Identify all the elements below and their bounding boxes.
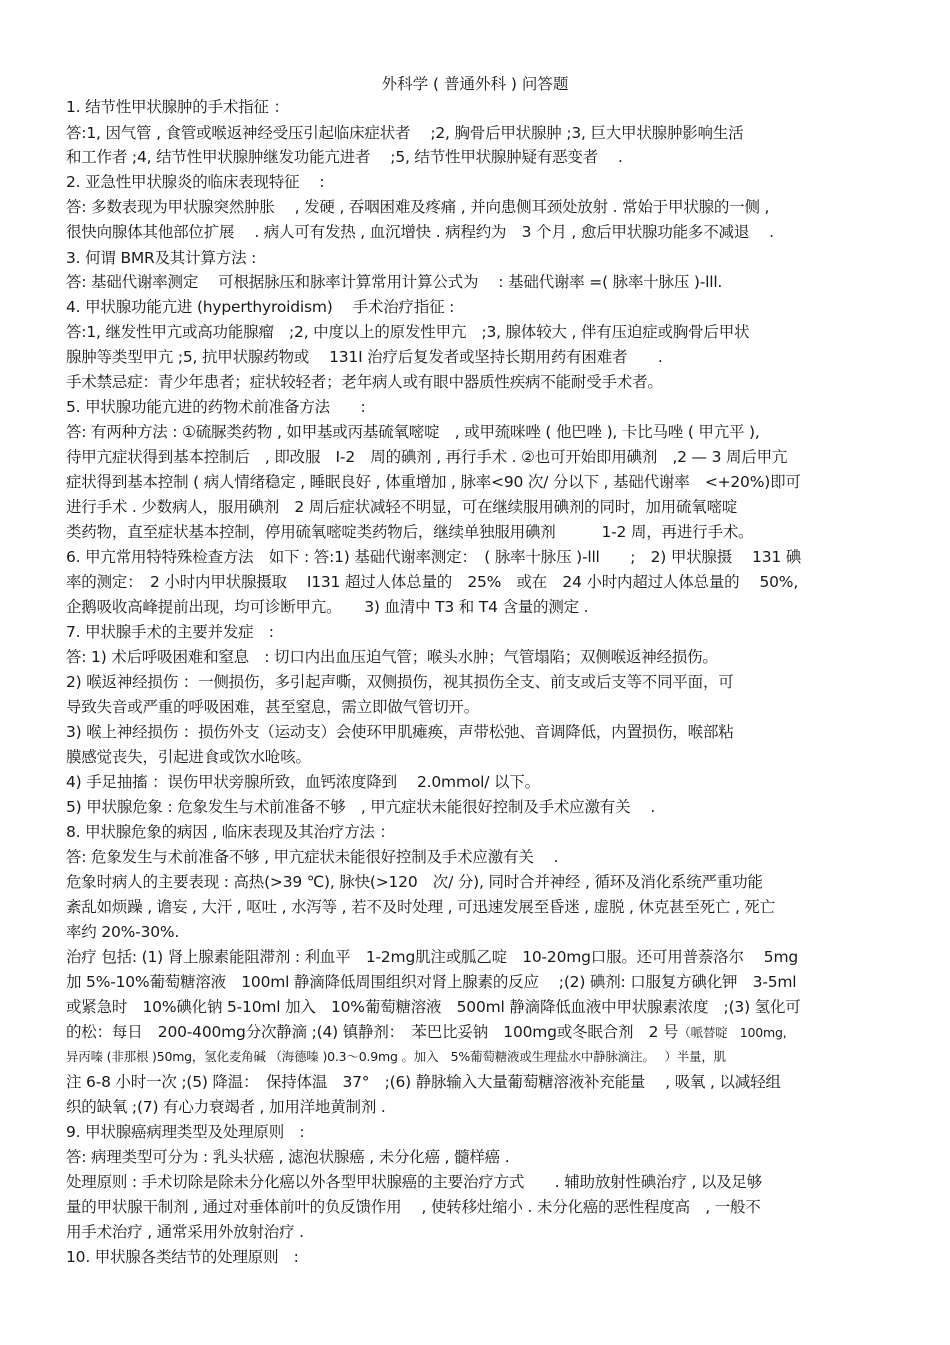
text-line: 手术禁忌症：青少年患者；症状较轻者；老年病人或有眼中器质性疾病不能耐受手术者。 [66,373,663,391]
text-line: 答: 1) 术后呼吸困难和窒息 : 切口内出血压迫气管；喉头水肿；气管塌陷；双侧喉返神经损伤。 [66,648,718,666]
text-line: 量的甲状腺干制剂 , 通过对垂体前叶的负反馈作用 , 使转移灶缩小 . 未分化癌的恶性程度高 , 一般不 [66,1198,761,1216]
text-line: 3. 何谓 BMR及其计算方法 : [66,249,257,267]
text-line: 和工作者 ;4, 结节性甲状腺肿继发功能亢进者 ;5, 结节性甲状腺肿疑有恶变者 . [66,148,623,166]
text-line: 腺肿等类型甲亢 ;5, 抗甲状腺药物或 131I 治疗后复发者或坚持长期用药有困难者 . [66,348,663,366]
text-line: 答: 多数表现为甲状腺突然肿胀 , 发硬 , 吞咽困难及疼痛 , 并向患侧耳颈处放射 . 常始于甲状腺的一侧 , [66,198,770,216]
text-line: 织的缺氧 ;(7) 有心力衰竭者 , 加用洋地黄制剂 . [66,1098,386,1116]
text-line: 率的测定： 2 小时内甲状腺摄取 I131 超过人体总量的 25% 或在 24 小时内超过人体总量的 50%, [66,573,799,591]
text-line: 加 5%-10%葡萄糖溶液 100ml 静滴降低周围组织对肾上腺素的反应 ;(2) 碘剂: 口服复方碘化钾 3-5ml [66,973,797,991]
text-line: 9. 甲状腺癌病理类型及处理原则 : [66,1123,305,1141]
text-line: 进行手术 . 少数病人，服用碘剂 2 周后症状减轻不明显，可在继续服用碘剂的同时，加用硫氧嘧啶 [66,498,738,516]
text-line: 3) 喉上神经损伤 ：损伤外支（运动支）会使环甲肌瘫痪，声带松弛、音调降低，内置损伤，喉部粘 [66,723,734,741]
text-line: 答: 危象发生与术前准备不够 , 甲亢症状未能很好控制及手术应激有关 . [66,848,559,866]
text-line: 率约 20%-30%. [66,923,180,941]
text-line: 6. 甲亢常用特特殊检查方法 如下 : 答:1) 基础代谢率测定： ( 脉率十脉压 )-lll ; 2) 甲状腺摄 131 碘 [66,548,802,566]
text-line: 4. 甲状腺功能亢进 (hyperthyroidism) 手术治疗指征 : [66,298,455,316]
text-line: 症状得到基本控制 ( 病人情绪稳定 , 睡眠良好 , 体重增加 , 脉率<90 次/ 分以下 , 基础代谢率 <+20%)即可 [66,473,801,491]
text-line: 待甲亢症状得到基本控制后 , 即改服 I-2 周的碘剂 , 再行手术 . ②也可开始即用碘剂 ,2 — 3 周后甲亢 [66,448,788,466]
text-line: 紊乱如烦躁 , 谵妄 , 大汗 , 呕吐 , 水泻等 , 若不及时处理 , 可迅速发展至昏迷 , 虚脱 , 休克甚至死亡 , 死亡 [66,898,776,916]
text-line: 用手术治疗 , 通常采用外放射治疗 . [66,1223,304,1241]
text-line: 答: 有两种方法 : ①硫脲类药物 , 如甲基或丙基硫氧嘧啶 , 或甲巯咪唑 ( 他巴唑 ), 卡比马唑 ( 甲亢平 ), [66,423,760,441]
text-line: 2. 亚急性甲状腺炎的临床表现特征 : [66,173,325,191]
text-line: 10. 甲状腺各类结节的处理原则 : [66,1248,299,1266]
text-line: 异丙嗪 (非那根 )50mg，氢化麦角碱 （海德嗪 )0.3～0.9mg 。加入 5%葡萄糖液或生理盐水中静脉滴注。 ）半量，肌 [66,1049,726,1064]
page-title: 外科学 ( 普通外科 ) 问答题 [381,75,569,93]
text-line: 2) 喉返神经损伤 ：一侧损伤，多引起声嘶，双侧损伤，视其损伤全支、前支或后支等不同平面，可 [66,673,734,691]
text-line: 注 6-8 小时一次 ;(5) 降温： 保持体温 37° ;(6) 静脉输入大量葡萄糖溶液补充能量 , 吸氧 , 以减轻组 [66,1073,781,1091]
text-line: 类药物，直至症状基本控制，停用硫氧嘧啶类药物后，继续单独服用碘剂 1-2 周，再进行手术。 [66,523,754,541]
text-line: 1. 结节性甲状腺肿的手术指征 ： [66,98,289,116]
text-line: 答:1, 继发性甲亢或高功能腺瘤 ;2, 中度以上的原发性甲亢 ;3, 腺体较大 , 伴有压迫症或胸骨后甲状 [66,323,750,341]
text-line: 膜感觉丧失，引起进食或饮水呛咳。 [66,748,311,766]
text-line: 很快向腺体其他部位扩展 . 病人可有发热 , 血沉增快 . 病程约为 3 个月 , 愈后甲状腺功能多不减退 . [66,223,774,241]
text-segment: 的松：每日 200-400mg分次静滴 ;(4) 镇静剂： 苯巴比妥钠 100mg或冬眠合剂 2 号 [66,1023,679,1041]
text-line: 8. 甲状腺危象的病因 , 临床表现及其治疗方法 ： [66,823,395,841]
text-line: 答:1, 因气管 , 食管或喉返神经受压引起临床症状者 ;2, 胸骨后甲状腺肿 ;3, 巨大甲状腺肿影响生活 [66,124,744,142]
text-line: 5) 甲状腺危象 : 危象发生与术前准备不够 , 甲亢症状未能很好控制及手术应激有关 . [66,798,656,816]
text-line: 导致失音或严重的呼吸困难，甚至窒息，需立即做气管切开。 [66,698,480,716]
text-segment-small: （哌替啶 100mg, [678,1025,787,1040]
text-line: 5. 甲状腺功能亢进的药物术前准备方法 : [66,398,366,416]
text-line: 企鹅吸收高峰提前出现，均可诊断甲亢。 3) 血清中 T3 和 T4 含量的测定 . [66,598,589,616]
text-line [66,1022,787,1043]
text-line: 治疗 包括: (1) 肾上腺素能阻滞剂 : 利血平 1-2mg肌注或胍乙啶 10-20mg口服。还可用普萘洛尔 5mg [66,948,798,966]
text-line: 7. 甲状腺手术的主要并发症 : [66,623,274,641]
text-line: 答: 病理类型可分为 : 乳头状癌 , 滤泡状腺癌 , 未分化癌 , 髓样癌 . [66,1148,510,1166]
text-line: 危象时病人的主要表现 : 高热(>39 ℃), 脉快(>120 次/ 分), 同时合并神经 , 循环及消化系统严重功能 [66,873,763,891]
text-line: 处理原则 : 手术切除是除未分化癌以外各型甲状腺癌的主要治疗方式 . 辅助放射性碘治疗 , 以及足够 [66,1173,763,1191]
text-line: 或紧急时 10%碘化钠 5-10ml 加入 10%葡萄糖溶液 500ml 静滴降低血液中甲状腺素浓度 ;(3) 氢化可 [66,998,801,1016]
text-line: 4) 手足抽搐 ：误伤甲状旁腺所致，血钙浓度降到 2.0mmol/ 以下。 [66,773,540,791]
text-line: 答: 基础代谢率测定 可根据脉压和脉率计算常用计算公式为 : 基础代谢率 =( 脉率十脉压 )-lll. [66,273,723,291]
